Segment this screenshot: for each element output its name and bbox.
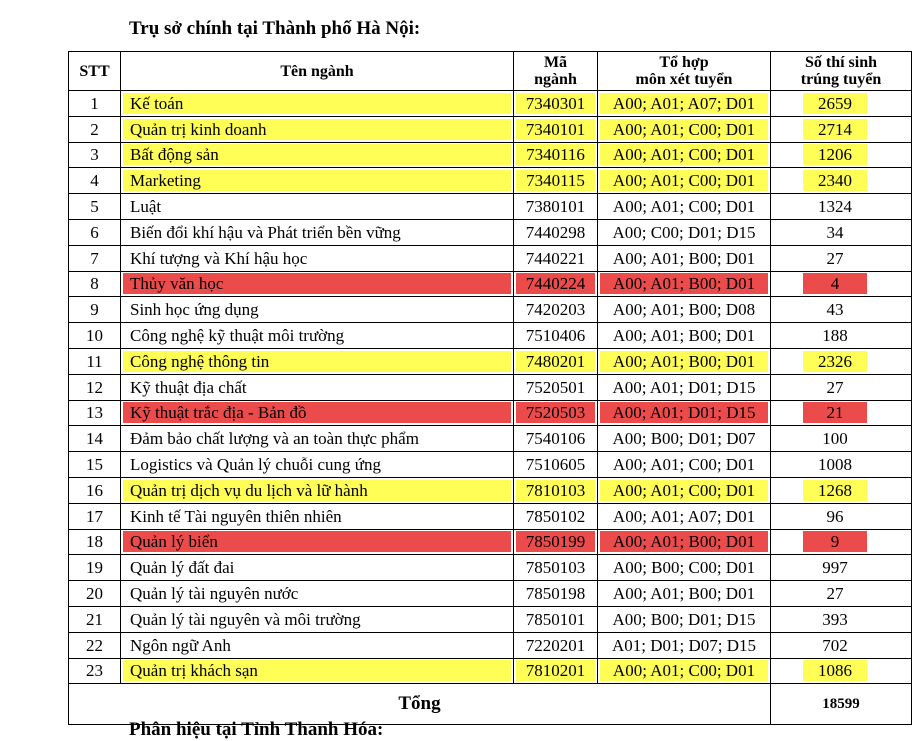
row-stt: 7	[69, 245, 121, 271]
row-code: 7810103	[514, 477, 598, 503]
row-name: Quản lý biển	[121, 529, 514, 555]
row-stt: 11	[69, 348, 121, 374]
header-name: Tên ngành	[121, 52, 514, 91]
row-count: 27	[771, 581, 912, 607]
row-stt: 8	[69, 271, 121, 297]
table-row	[69, 297, 912, 323]
row-name: Marketing	[121, 168, 514, 194]
row-name: Công nghệ thông tin	[121, 348, 514, 374]
row-name: Kỹ thuật địa chất	[121, 374, 514, 400]
row-name: Luật	[121, 194, 514, 220]
row-stt: 12	[69, 374, 121, 400]
row-name: Logistics và Quản lý chuỗi cung ứng	[121, 452, 514, 478]
table-row	[69, 348, 912, 374]
table-row	[69, 142, 912, 168]
row-stt: 17	[69, 503, 121, 529]
row-stt: 10	[69, 323, 121, 349]
row-stt: 21	[69, 606, 121, 632]
row-code: 7340301	[514, 91, 598, 117]
row-stt: 13	[69, 400, 121, 426]
row-combo: A00; A01; C00; D01	[598, 658, 771, 684]
row-code: 7420203	[514, 297, 598, 323]
row-name: Kế toán	[121, 91, 514, 117]
total-value: 18599	[771, 684, 912, 725]
row-count: 100	[771, 426, 912, 452]
table-row	[69, 194, 912, 220]
row-combo: A00; A01; B00; D01	[598, 245, 771, 271]
row-stt: 19	[69, 555, 121, 581]
row-stt: 14	[69, 426, 121, 452]
row-count: 393	[771, 606, 912, 632]
next-section-heading: Phân hiệu tại Tỉnh Thanh Hóa:	[129, 719, 384, 740]
row-code: 7810201	[514, 658, 598, 684]
row-stt: 18	[69, 529, 121, 555]
row-code: 7440298	[514, 219, 598, 245]
row-code: 7520503	[514, 400, 598, 426]
row-stt: 23	[69, 658, 121, 684]
table-row	[69, 452, 912, 478]
table-row	[69, 116, 912, 142]
row-count: 2659	[771, 91, 912, 117]
row-count: 1268	[771, 477, 912, 503]
row-stt: 3	[69, 142, 121, 168]
row-name: Kinh tế Tài nguyên thiên nhiên	[121, 503, 514, 529]
table-row	[69, 245, 912, 271]
row-count: 2340	[771, 168, 912, 194]
row-stt: 4	[69, 168, 121, 194]
row-stt: 15	[69, 452, 121, 478]
admission-table	[68, 51, 912, 725]
row-combo: A00; A01; C00; D01	[598, 194, 771, 220]
row-code: 7340115	[514, 168, 598, 194]
row-stt: 6	[69, 219, 121, 245]
row-count: 4	[771, 271, 912, 297]
row-count: 1324	[771, 194, 912, 220]
row-stt: 22	[69, 632, 121, 658]
row-combo: A00; A01; B00; D01	[598, 529, 771, 555]
row-code: 7340116	[514, 142, 598, 168]
table-row	[69, 503, 912, 529]
row-combo: A00; A01; B00; D08	[598, 297, 771, 323]
row-code: 7440221	[514, 245, 598, 271]
row-code: 7510605	[514, 452, 598, 478]
row-combo: A00; A01; D01; D15	[598, 374, 771, 400]
row-code: 7850102	[514, 503, 598, 529]
row-combo: A00; A01; B00; D01	[598, 348, 771, 374]
table-row	[69, 219, 912, 245]
row-stt: 16	[69, 477, 121, 503]
row-name: Quản trị khách sạn	[121, 658, 514, 684]
row-combo: A00; A01; A07; D01	[598, 503, 771, 529]
table-row	[69, 91, 912, 117]
row-name: Quản lý tài nguyên và môi trường	[121, 606, 514, 632]
row-combo: A00; A01; C00; D01	[598, 452, 771, 478]
row-count: 96	[771, 503, 912, 529]
row-code: 7540106	[514, 426, 598, 452]
table-row	[69, 632, 912, 658]
table-row	[69, 529, 912, 555]
row-code: 7440224	[514, 271, 598, 297]
row-stt: 1	[69, 91, 121, 117]
row-count: 1008	[771, 452, 912, 478]
row-name: Ngôn ngữ Anh	[121, 632, 514, 658]
table-row	[69, 581, 912, 607]
row-code: 7480201	[514, 348, 598, 374]
row-stt: 2	[69, 116, 121, 142]
row-code: 7850101	[514, 606, 598, 632]
row-stt: 20	[69, 581, 121, 607]
row-combo: A00; B00; D01; D15	[598, 606, 771, 632]
table-row	[69, 323, 912, 349]
row-count: 1206	[771, 142, 912, 168]
row-count: 702	[771, 632, 912, 658]
header-code: Mã ngành	[514, 52, 598, 91]
row-code: 7850198	[514, 581, 598, 607]
row-combo: A00; A01; B00; D01	[598, 581, 771, 607]
table-row	[69, 606, 912, 632]
row-count: 2326	[771, 348, 912, 374]
row-count: 2714	[771, 116, 912, 142]
row-code: 7340101	[514, 116, 598, 142]
table-row	[69, 400, 912, 426]
row-combo: A00; A01; C00; D01	[598, 168, 771, 194]
table-row	[69, 374, 912, 400]
row-count: 27	[771, 245, 912, 271]
row-code: 7850199	[514, 529, 598, 555]
table-row	[69, 477, 912, 503]
table-row	[69, 168, 912, 194]
row-combo: A00; A01; C00; D01	[598, 477, 771, 503]
row-name: Đảm bảo chất lượng và an toàn thực phẩm	[121, 426, 514, 452]
table-row	[69, 658, 912, 684]
row-count: 997	[771, 555, 912, 581]
row-name: Quản lý tài nguyên nước	[121, 581, 514, 607]
row-combo: A00; C00; D01; D15	[598, 219, 771, 245]
row-count: 43	[771, 297, 912, 323]
row-count: 27	[771, 374, 912, 400]
header-stt: STT	[69, 52, 121, 91]
table-row	[69, 271, 912, 297]
row-combo: A00; A01; B00; D01	[598, 271, 771, 297]
row-combo: A00; A01; C00; D01	[598, 142, 771, 168]
row-name: Quản lý đất đai	[121, 555, 514, 581]
row-combo: A00; A01; B00; D01	[598, 323, 771, 349]
row-name: Biến đổi khí hậu và Phát triển bền vững	[121, 219, 514, 245]
row-code: 7380101	[514, 194, 598, 220]
section-heading: Trụ sở chính tại Thành phố Hà Nội:	[129, 18, 421, 39]
row-name: Quản trị dịch vụ du lịch và lữ hành	[121, 477, 514, 503]
row-count: 188	[771, 323, 912, 349]
row-name: Kỹ thuật trắc địa - Bản đồ	[121, 400, 514, 426]
row-combo: A00; A01; C00; D01	[598, 116, 771, 142]
row-count: 9	[771, 529, 912, 555]
total-label: Tổng	[69, 684, 771, 725]
row-count: 34	[771, 219, 912, 245]
row-name: Quản trị kinh doanh	[121, 116, 514, 142]
row-name: Khí tượng và Khí hậu học	[121, 245, 514, 271]
row-code: 7220201	[514, 632, 598, 658]
row-combo: A00; B00; C00; D01	[598, 555, 771, 581]
row-stt: 9	[69, 297, 121, 323]
row-combo: A00; B00; D01; D07	[598, 426, 771, 452]
row-code: 7850103	[514, 555, 598, 581]
table-row	[69, 555, 912, 581]
header-combo: Tổ hợp môn xét tuyển	[598, 52, 771, 91]
row-count: 1086	[771, 658, 912, 684]
row-name: Công nghệ kỹ thuật môi trường	[121, 323, 514, 349]
row-name: Thủy văn học	[121, 271, 514, 297]
header-count: Số thí sinh trúng tuyển	[771, 52, 912, 91]
table-row	[69, 426, 912, 452]
row-code: 7510406	[514, 323, 598, 349]
row-name: Bất động sản	[121, 142, 514, 168]
row-combo: A00; A01; A07; D01	[598, 91, 771, 117]
row-code: 7520501	[514, 374, 598, 400]
table-header-row	[69, 52, 912, 91]
row-stt: 5	[69, 194, 121, 220]
row-name: Sinh học ứng dụng	[121, 297, 514, 323]
row-combo: A01; D01; D07; D15	[598, 632, 771, 658]
row-count: 21	[771, 400, 912, 426]
row-combo: A00; A01; D01; D15	[598, 400, 771, 426]
